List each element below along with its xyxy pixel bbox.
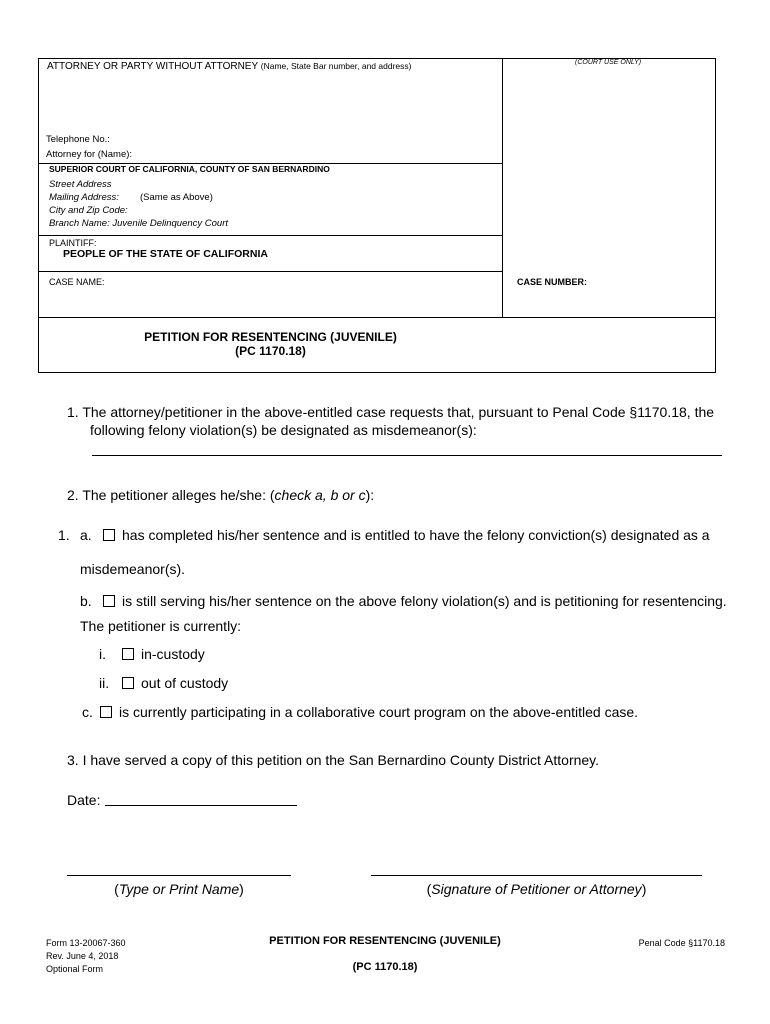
option-a-text-2: misdemeanor(s).: [80, 561, 186, 577]
optional-form: Optional Form: [46, 964, 104, 974]
option-a-checkbox[interactable]: [103, 527, 115, 545]
option-b-checkbox[interactable]: [103, 593, 115, 611]
option-a-number: 1.: [58, 527, 70, 543]
branch-name: Branch Name: Juvenile Delinquency Court: [49, 218, 229, 229]
item-2: 2. The petitioner alleges he/she: (check a, b or c):: [67, 487, 375, 503]
date-line[interactable]: [105, 805, 297, 806]
option-ii-label: ii.: [99, 675, 110, 691]
divider: [39, 317, 715, 318]
name-line[interactable]: [67, 875, 291, 876]
footer-title: PETITION FOR RESENTENCING (JUVENILE): [269, 935, 501, 947]
option-c-text: is currently participating in a collaborative court program on the above-entitled case.: [119, 704, 639, 720]
plaintiff-value: PEOPLE OF THE STATE OF CALIFORNIA: [63, 248, 268, 260]
footer-subtitle: (PC 1170.18): [352, 961, 418, 973]
option-b-text: is still serving his/her sentence on the above felony violation(s) and is petitioning for resentencing.: [122, 593, 727, 609]
option-a-letter: a.: [80, 527, 92, 543]
item-1-line-2: following felony violation(s) be designated as misdemeanor(s):: [90, 422, 477, 438]
column-divider: [502, 59, 503, 317]
divider: [39, 271, 502, 272]
in-custody-checkbox[interactable]: [122, 646, 134, 664]
revision-date: Rev. June 4, 2018: [46, 951, 119, 961]
option-b-letter: b.: [80, 593, 92, 609]
felony-violation-line[interactable]: [92, 455, 722, 456]
attorney-for-label: Attorney for (Name):: [46, 149, 133, 160]
mailing-address-value: (Same as Above): [140, 192, 213, 203]
petition-title: PETITION FOR RESENTENCING (JUVENILE) (PC 1170.18): [144, 330, 397, 358]
signature-line[interactable]: [371, 875, 702, 876]
item-3: 3. I have served a copy of this petition on the San Bernardino County District Attorney.: [67, 752, 600, 768]
footer-penal-code: Penal Code §1170.18: [638, 938, 725, 948]
signature-caption: (Signature of Petitioner or Attorney): [426, 881, 647, 897]
item-1-line-1: 1. The attorney/petitioner in the above-entitled case requests that, pursuant to Penal Code §1170.18, the: [67, 404, 715, 420]
in-custody-text: in-custody: [141, 646, 205, 662]
case-name-label: CASE NAME:: [49, 277, 105, 287]
attorney-label: ATTORNEY OR PARTY WITHOUT ATTORNEY (Name, State Bar number, and address): [47, 61, 412, 72]
plaintiff-label: PLAINTIFF:: [49, 238, 97, 248]
court-use-label: (COURT USE ONLY): [575, 59, 642, 66]
divider: [39, 235, 502, 236]
court-name: SUPERIOR COURT OF CALIFORNIA, COUNTY OF SAN BERNARDINO: [49, 164, 330, 174]
case-number-label: CASE NUMBER:: [517, 277, 588, 287]
street-address-label: Street Address: [49, 179, 112, 190]
option-a-text: has completed his/her sentence and is entitled to have the felony conviction(s) designated as a: [122, 527, 710, 543]
out-of-custody-checkbox[interactable]: [122, 675, 134, 693]
out-of-custody-text: out of custody: [141, 675, 229, 691]
caption-box: [38, 58, 716, 373]
telephone-label: Telephone No.:: [46, 134, 110, 145]
form-number: Form 13-20067-360: [46, 938, 126, 948]
mailing-address-label: Mailing Address:: [49, 192, 119, 203]
date-label: Date:: [67, 792, 101, 808]
name-caption: (Type or Print Name): [114, 881, 244, 897]
form-info: [46, 937, 126, 976]
option-c-checkbox[interactable]: [100, 704, 112, 722]
option-b-text-2: The petitioner is currently:: [80, 618, 242, 634]
city-zip-label: City and Zip Code:: [49, 205, 128, 216]
option-i-label: i.: [99, 646, 106, 662]
option-c-letter: c.: [82, 704, 93, 720]
